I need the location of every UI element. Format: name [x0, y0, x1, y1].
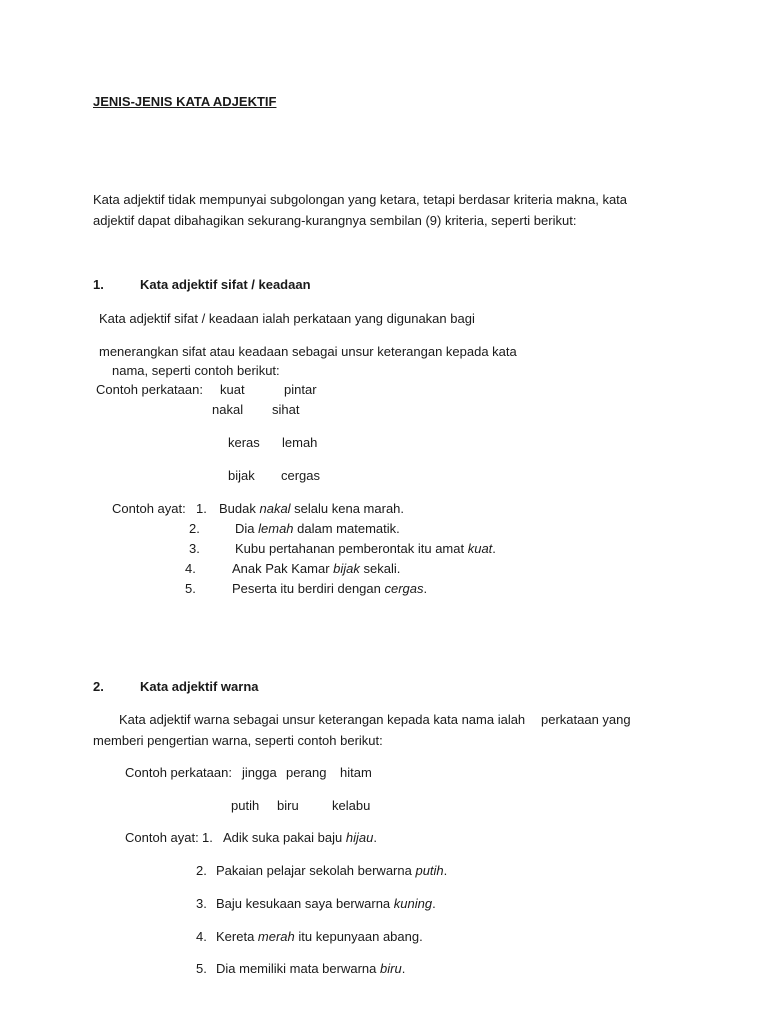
- example-word: sihat: [272, 402, 300, 417]
- section-1-words-label: Contoh perkataan:: [96, 382, 203, 397]
- section-2-heading: Kata adjektif warna: [140, 679, 259, 694]
- section-1-number: 1.: [93, 277, 104, 292]
- example-sentence: Dia memiliki mata berwarna biru.: [216, 961, 406, 976]
- example-word: hitam: [340, 765, 372, 780]
- example-word: kelabu: [332, 798, 371, 813]
- example-sentence: Anak Pak Kamar bijak sekali.: [232, 561, 401, 576]
- example-sentence: Dia lemah dalam matematik.: [235, 521, 400, 536]
- sentence-number: 2.: [196, 863, 207, 878]
- section-1-desc-3: nama, seperti contoh berikut:: [112, 363, 280, 378]
- example-word: lemah: [282, 435, 318, 450]
- example-sentence: Peserta itu berdiri dengan cergas.: [232, 581, 428, 596]
- example-sentence: Pakaian pelajar sekolah berwarna putih.: [216, 863, 448, 878]
- sentence-number: 2.: [189, 521, 200, 536]
- section-1-sentences-label: Contoh ayat:: [112, 501, 186, 516]
- sentence-number: 4.: [185, 561, 196, 576]
- sentence-number: 5.: [196, 961, 207, 976]
- sentence-number: 3.: [196, 896, 207, 911]
- sentence-number: 1.: [202, 830, 213, 845]
- sentence-number: 5.: [185, 581, 196, 596]
- sentence-number: 3.: [189, 541, 200, 556]
- section-2-words-label: Contoh perkataan:: [125, 765, 232, 780]
- example-sentence: Baju kesukaan saya berwarna kuning.: [216, 896, 436, 911]
- example-word: putih: [231, 798, 260, 813]
- example-word: perang: [286, 765, 327, 780]
- section-2-number: 2.: [93, 679, 104, 694]
- section-2-desc-1: Kata adjektif warna sebagai unsur keterangan kepada kata nama ialah: [119, 712, 526, 727]
- example-sentence: Adik suka pakai baju hijau.: [223, 830, 377, 845]
- sentence-number: 1.: [196, 501, 207, 516]
- example-word: nakal: [212, 402, 244, 417]
- example-sentence: Budak nakal selalu kena marah.: [219, 501, 405, 516]
- section-1-heading: Kata adjektif sifat / keadaan: [140, 277, 311, 292]
- example-word: kuat: [220, 382, 245, 397]
- section-1-desc-1: Kata adjektif sifat / keadaan ialah perkataan yang digunakan bagi: [99, 311, 475, 326]
- page-title: JENIS-JENIS KATA ADJEKTIF: [93, 94, 277, 109]
- example-word: biru: [277, 798, 299, 813]
- example-sentence: Kereta merah itu kepunyaan abang.: [216, 929, 423, 944]
- example-word: jingga: [242, 765, 277, 780]
- example-word: bijak: [228, 468, 255, 483]
- sentence-number: 4.: [196, 929, 207, 944]
- example-sentence: Kubu pertahanan pemberontak itu amat kuat.: [235, 541, 496, 556]
- section-2-desc-2: memberi pengertian warna, seperti contoh berikut:: [93, 733, 383, 748]
- section-2-desc-1-end: perkataan yang: [541, 712, 631, 727]
- section-2-sentences-label: Contoh ayat:: [125, 830, 199, 845]
- example-word: cergas: [281, 468, 321, 483]
- intro-line-2: adjektif dapat dibahagikan sekurang-kurangnya sembilan (9) kriteria, seperti berikut:: [93, 213, 577, 228]
- example-word: keras: [228, 435, 260, 450]
- section-1-desc-2: menerangkan sifat atau keadaan sebagai unsur keterangan kepada kata: [99, 344, 517, 359]
- intro-line-1: Kata adjektif tidak mempunyai subgolongan yang ketara, tetapi berdasar kriteria makna, kata: [93, 192, 628, 207]
- example-word: pintar: [284, 382, 317, 397]
